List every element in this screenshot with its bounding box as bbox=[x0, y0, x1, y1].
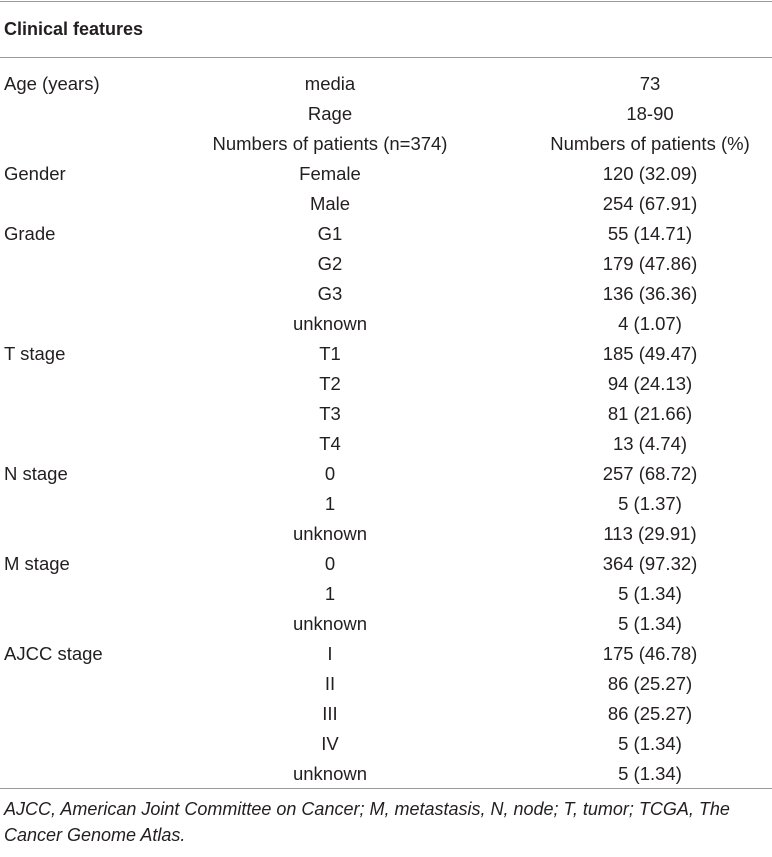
row-value: 5 (1.34) bbox=[618, 763, 682, 784]
row-value: 81 (21.66) bbox=[607, 403, 693, 424]
row-value: 86 (25.27) bbox=[607, 703, 693, 724]
table-row bbox=[0, 699, 772, 729]
row-value: 73 bbox=[639, 73, 661, 94]
row-category: Gender bbox=[4, 163, 66, 184]
table-row bbox=[0, 219, 772, 249]
row-value: 86 (25.27) bbox=[607, 673, 693, 694]
table-row bbox=[0, 159, 772, 189]
row-subgroup: T3 bbox=[319, 403, 341, 424]
row-value: 185 (49.47) bbox=[602, 343, 698, 364]
row-subgroup: unknown bbox=[292, 613, 368, 634]
row-subgroup: T1 bbox=[319, 343, 341, 364]
row-value: Numbers of patients (%) bbox=[550, 133, 750, 154]
row-subgroup: unknown bbox=[292, 523, 368, 544]
row-subgroup: II bbox=[324, 673, 336, 694]
row-value: 120 (32.09) bbox=[602, 163, 698, 184]
table-row bbox=[0, 669, 772, 699]
table-bottom-rule bbox=[0, 788, 772, 789]
table-row bbox=[0, 369, 772, 399]
table-row bbox=[0, 279, 772, 309]
row-value: 364 (97.32) bbox=[602, 553, 698, 574]
table-row bbox=[0, 129, 772, 159]
row-subgroup: III bbox=[322, 703, 338, 724]
row-subgroup: 0 bbox=[324, 463, 336, 484]
table-row bbox=[0, 189, 772, 219]
row-value: 18-90 bbox=[626, 103, 674, 124]
row-value: 136 (36.36) bbox=[602, 283, 698, 304]
row-value: 55 (14.71) bbox=[607, 223, 693, 244]
table-row bbox=[0, 519, 772, 549]
table-row bbox=[0, 249, 772, 279]
table-body bbox=[0, 69, 772, 789]
row-value: 5 (1.34) bbox=[618, 733, 682, 754]
row-subgroup: G2 bbox=[317, 253, 343, 274]
table-row bbox=[0, 429, 772, 459]
row-category: T stage bbox=[4, 343, 66, 364]
row-value: 13 (4.74) bbox=[612, 433, 688, 454]
row-value: 4 (1.07) bbox=[618, 313, 682, 334]
table-row bbox=[0, 489, 772, 519]
row-subgroup: T4 bbox=[319, 433, 341, 454]
row-value: 113 (29.91) bbox=[603, 523, 697, 544]
row-subgroup: 0 bbox=[324, 553, 336, 574]
table-row bbox=[0, 579, 772, 609]
row-subgroup: 1 bbox=[324, 583, 336, 604]
row-value: 5 (1.34) bbox=[618, 613, 682, 634]
row-subgroup: G3 bbox=[317, 283, 343, 304]
row-value: 5 (1.34) bbox=[618, 583, 682, 604]
row-subgroup: G1 bbox=[317, 223, 343, 244]
row-subgroup: Rage bbox=[307, 103, 353, 124]
table-header-rule bbox=[0, 57, 772, 58]
row-category: Grade bbox=[4, 223, 56, 244]
table-row bbox=[0, 399, 772, 429]
table-row bbox=[0, 609, 772, 639]
row-subgroup: Female bbox=[299, 163, 361, 184]
row-value: 179 (47.86) bbox=[602, 253, 698, 274]
table-row bbox=[0, 99, 772, 129]
table-row bbox=[0, 459, 772, 489]
table-row bbox=[0, 639, 772, 669]
row-value: 254 (67.91) bbox=[602, 193, 698, 214]
row-subgroup: unknown bbox=[292, 763, 368, 784]
table-row bbox=[0, 759, 772, 789]
row-subgroup: 1 bbox=[324, 493, 336, 514]
row-subgroup: media bbox=[304, 73, 356, 94]
table-top-rule bbox=[0, 1, 772, 2]
table-title: Clinical features bbox=[4, 19, 144, 39]
row-value: 257 (68.72) bbox=[602, 463, 698, 484]
table-row bbox=[0, 69, 772, 99]
table-footnote: AJCC, American Joint Committee on Cancer; M, metastasis, N, node; T, tumor; TCGA, The Cancer Genome Atlas. bbox=[4, 799, 730, 845]
row-subgroup: IV bbox=[321, 733, 339, 754]
table-row bbox=[0, 549, 772, 579]
row-value: 94 (24.13) bbox=[607, 373, 693, 394]
row-subgroup: I bbox=[327, 643, 333, 664]
row-category: AJCC stage bbox=[4, 643, 103, 664]
table-row bbox=[0, 309, 772, 339]
row-subgroup: Numbers of patients (n=374) bbox=[212, 133, 448, 154]
row-value: 175 (46.78) bbox=[602, 643, 698, 664]
row-category: M stage bbox=[4, 553, 70, 574]
table-row bbox=[0, 729, 772, 759]
row-subgroup: T2 bbox=[319, 373, 341, 394]
row-category: N stage bbox=[4, 463, 68, 484]
row-subgroup: unknown bbox=[292, 313, 368, 334]
row-category: Age (years) bbox=[4, 73, 100, 94]
row-value: 5 (1.37) bbox=[618, 493, 682, 514]
table-row bbox=[0, 339, 772, 369]
row-subgroup: Male bbox=[309, 193, 351, 214]
